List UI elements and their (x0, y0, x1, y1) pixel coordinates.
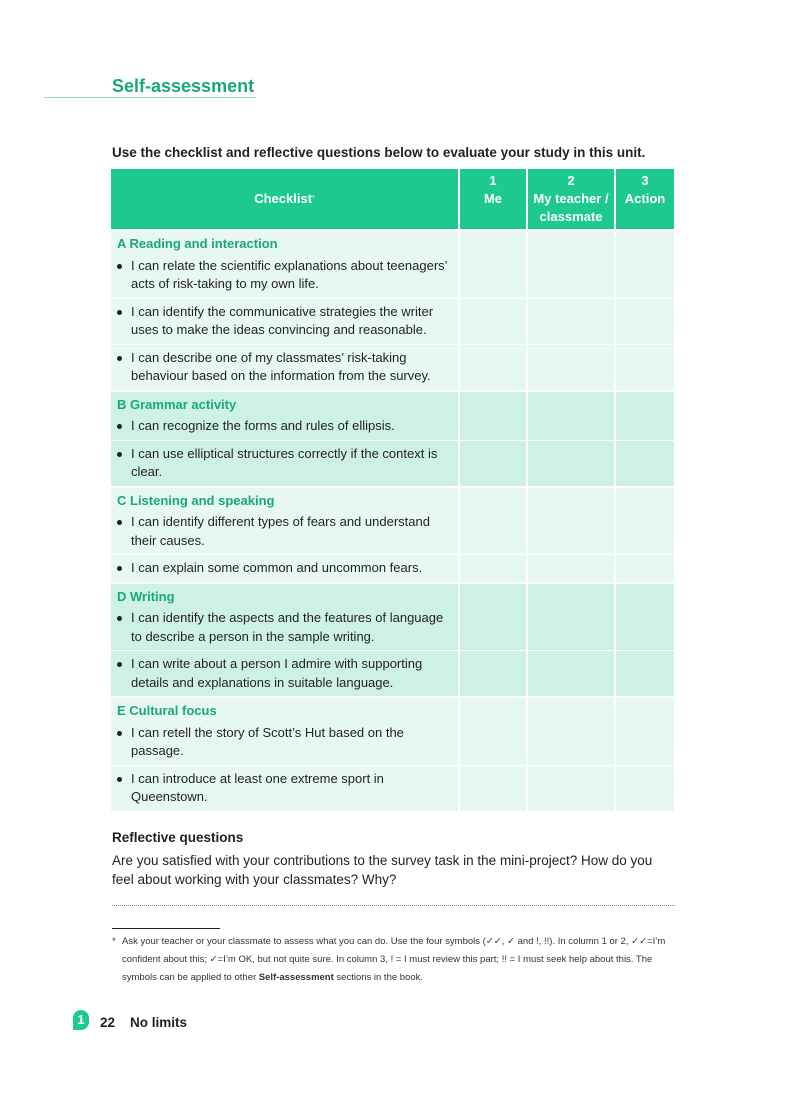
page-number: 22 (100, 1015, 116, 1030)
list-item (117, 257, 454, 294)
checklist-item (111, 651, 459, 698)
bullet-icon (117, 264, 122, 269)
table-row (111, 298, 674, 344)
footnote-part2: sections in the book. (333, 972, 424, 983)
footnote-bold: Self-assessment (258, 972, 334, 983)
item-text: I can retell the story of Scott’s Hut based on the passage. (131, 724, 404, 758)
header-col3-number: 3 (641, 173, 649, 188)
header-col3-label: Action (624, 191, 666, 206)
cell-me[interactable] (459, 697, 527, 765)
checklist-item (111, 391, 459, 441)
section-title: D Writing (117, 588, 175, 604)
cell-action[interactable] (615, 651, 674, 698)
cell-teacher[interactable] (527, 298, 615, 344)
cell-me[interactable] (459, 651, 527, 698)
section-title: E Cultural focus (117, 703, 217, 718)
item-text: I can explain some common and uncommon fears. (131, 560, 423, 575)
header-col-me (459, 169, 527, 230)
unit-number-badge: 1 (73, 1010, 89, 1030)
unit-title: No limits (130, 1015, 188, 1030)
cell-action[interactable] (615, 298, 674, 344)
cell-teacher[interactable] (527, 555, 615, 583)
list-item (117, 303, 454, 340)
cell-teacher[interactable] (527, 651, 615, 698)
item-text: I can identify the aspects and the features of language to describe a person in the sample writing. (131, 610, 444, 644)
cell-teacher[interactable] (527, 487, 615, 555)
header-checklist-label: Checklist (254, 191, 313, 206)
bullet-icon (117, 356, 122, 361)
table-row (111, 555, 674, 583)
cell-me[interactable] (459, 391, 527, 441)
checklist-table (111, 169, 674, 811)
checklist-item (111, 487, 459, 555)
cell-teacher[interactable] (527, 344, 615, 391)
footnote-rule (112, 928, 220, 929)
bullet-icon (117, 452, 122, 457)
list-item (117, 655, 454, 692)
table-row (111, 344, 674, 391)
checklist-item (111, 344, 459, 391)
bullet-icon (117, 662, 122, 667)
cell-action[interactable] (615, 344, 674, 391)
cell-me[interactable] (459, 230, 527, 298)
cell-me[interactable] (459, 298, 527, 344)
checklist-item (111, 765, 459, 811)
footnote-star: * (112, 936, 116, 947)
table-row (111, 440, 674, 487)
header-col2-label: My teacher / (533, 191, 609, 206)
item-text: I can relate the scientific explanations about teenagers’ acts of risk-taking to my own life. (131, 257, 448, 291)
reflective-questions-body: Are you satisfied with your contributions to the survey task in the mini-project? How do you feel about working with your classmates? Why? (112, 853, 653, 887)
list-item (117, 445, 454, 482)
table-header-row (111, 169, 674, 230)
intro-text: Use the checklist and reflective questions below to evaluate your study in this unit. (112, 145, 646, 160)
section-title: C Listening and speaking (117, 492, 275, 508)
list-item (117, 770, 454, 807)
header-col2-label-line2: classmate (539, 209, 603, 224)
footnote (112, 933, 672, 987)
cell-action[interactable] (615, 391, 674, 441)
cell-action[interactable] (615, 697, 674, 765)
item-text: I can introduce at least one extreme sport in Queenstown. (131, 770, 384, 804)
list-item (117, 349, 454, 386)
footnote-marker: * (312, 195, 315, 202)
bullet-icon (117, 520, 122, 525)
footnote-part1: Ask your teacher or your classmate to assess what you can do. Use the four symbols (✓✓, ✓ and !, !!). In column 1 or 2, ✓✓=I’m confident about this; ✓=I’m OK, but not quite sure. In column 3, ! = I must review this part; !! = I must seek help about this. The symbols can be applied to other (122, 936, 666, 983)
section-title: A Reading and interaction (117, 236, 278, 251)
header-col-teacher (527, 169, 615, 230)
list-item (117, 513, 454, 550)
cell-action[interactable] (615, 487, 674, 555)
cell-teacher[interactable] (527, 440, 615, 487)
checklist-item (111, 298, 459, 344)
bullet-icon (117, 731, 122, 736)
cell-me[interactable] (459, 487, 527, 555)
list-item (117, 609, 454, 646)
item-text: I can write about a person I admire with supporting details and explanations in suitable language. (131, 656, 423, 690)
list-item (117, 724, 454, 761)
cell-action[interactable] (615, 555, 674, 583)
bullet-icon (117, 424, 122, 429)
cell-me[interactable] (459, 583, 527, 651)
checklist-item (111, 230, 459, 298)
header-checklist (111, 169, 459, 230)
cell-me[interactable] (459, 555, 527, 583)
cell-action[interactable] (615, 440, 674, 487)
header-col2-number: 2 (567, 173, 575, 188)
bullet-icon (117, 616, 122, 621)
bullet-icon (117, 310, 122, 315)
dotted-divider (112, 905, 675, 906)
bullet-icon (117, 777, 122, 782)
bullet-icon (117, 566, 122, 571)
checklist-item (111, 583, 459, 651)
checklist-item (111, 440, 459, 487)
cell-action[interactable] (615, 583, 674, 651)
table-row (111, 487, 674, 555)
list-item (117, 559, 454, 578)
checklist-item (111, 555, 459, 583)
cell-teacher[interactable] (527, 697, 615, 765)
title-underline (44, 97, 256, 98)
table-row (111, 391, 674, 441)
section-title: B Grammar activity (117, 396, 237, 412)
header-col1-number: 1 (489, 173, 497, 188)
cell-teacher[interactable] (527, 583, 615, 651)
reflective-questions-title: Reflective questions (112, 830, 244, 845)
cell-teacher[interactable] (527, 230, 615, 298)
cell-me[interactable] (459, 440, 527, 487)
cell-action[interactable] (615, 230, 674, 298)
header-col1-label: Me (483, 191, 503, 206)
item-text: I can identify the communicative strategies the writer uses to make the ideas convincing and reasonable. (131, 303, 434, 337)
table-row (111, 583, 674, 651)
cell-teacher[interactable] (527, 765, 615, 811)
cell-action[interactable] (615, 765, 674, 811)
cell-me[interactable] (459, 344, 527, 391)
table-row (111, 765, 674, 811)
item-text: I can use elliptical structures correctly if the context is clear. (131, 445, 438, 479)
table-row (111, 651, 674, 698)
cell-teacher[interactable] (527, 391, 615, 441)
header-col-action (615, 169, 674, 230)
cell-me[interactable] (459, 765, 527, 811)
checklist-item (111, 697, 459, 765)
footnote-text (112, 933, 672, 987)
item-text: I can describe one of my classmates’ risk-taking behaviour based on the information from the survey. (131, 349, 431, 383)
table-row (111, 230, 674, 298)
item-text: I can recognize the forms and rules of ellipsis. (131, 418, 395, 433)
page-title: Self-assessment (112, 76, 255, 96)
item-text: I can identify different types of fears and understand their causes. (131, 514, 430, 548)
list-item (117, 417, 454, 436)
table-row (111, 697, 674, 765)
